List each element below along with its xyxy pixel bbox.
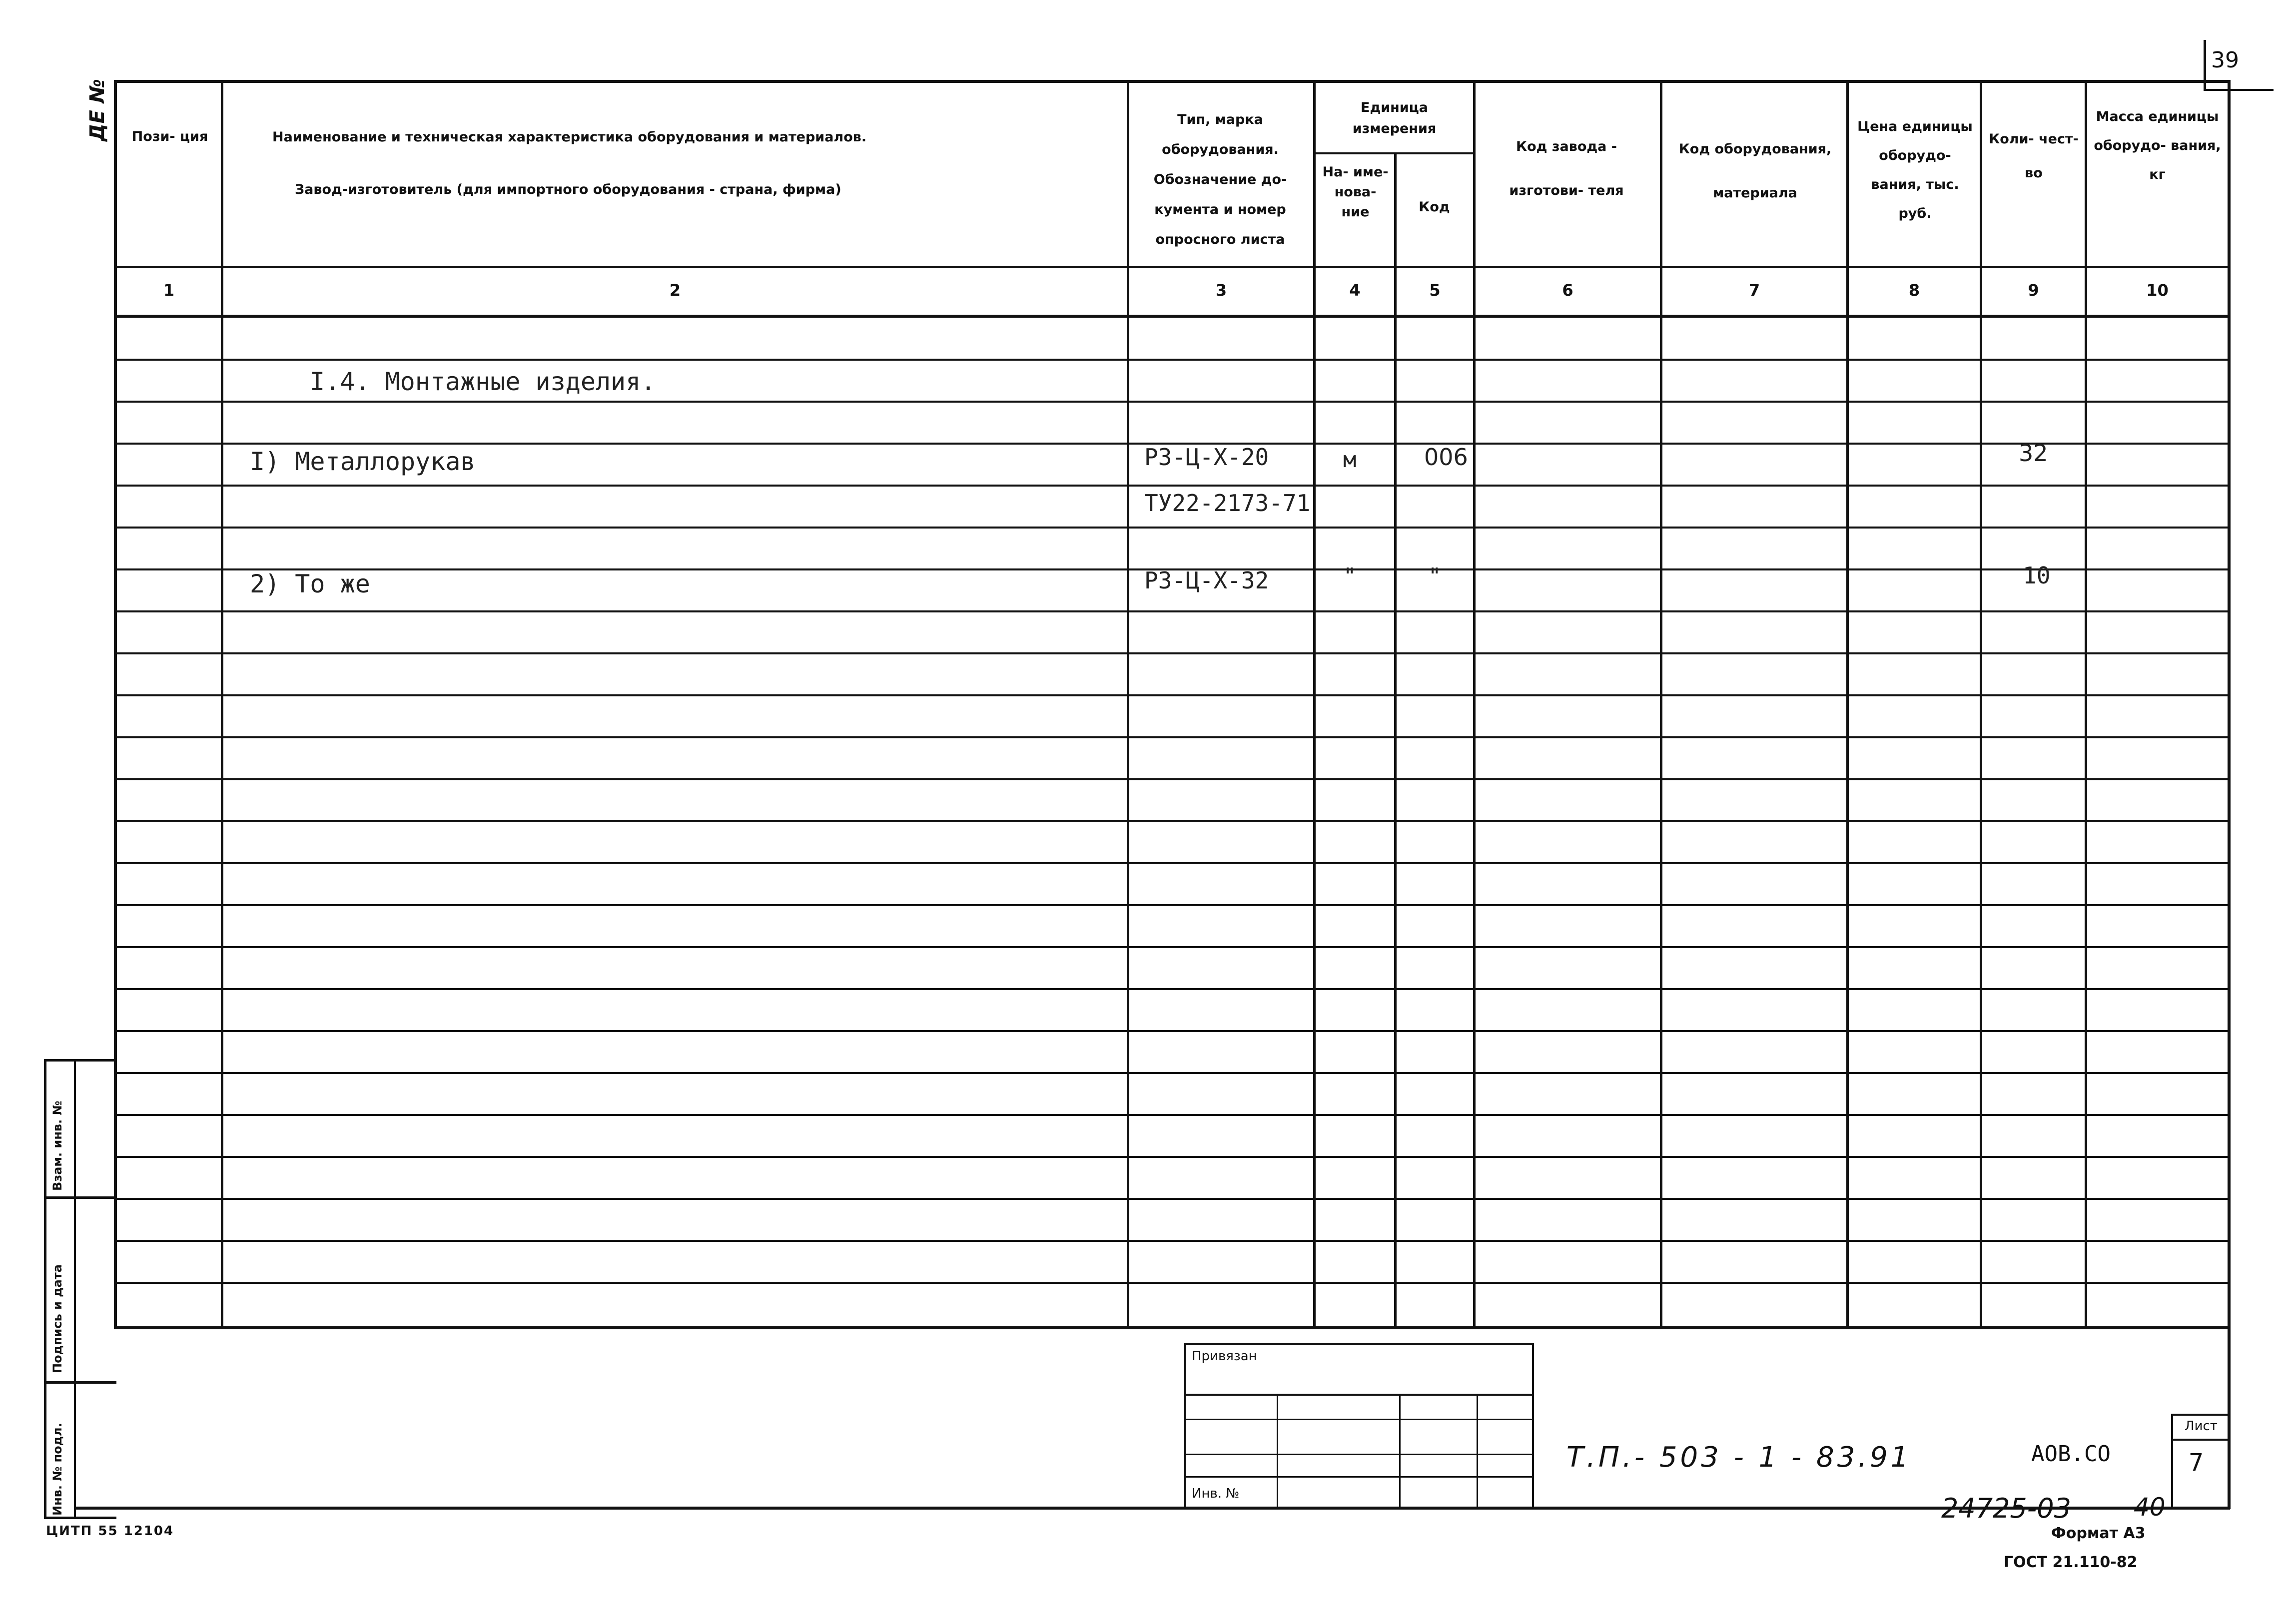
side-mark: ДЕ № bbox=[86, 79, 109, 141]
row-type: РЗ-Ц-Х-20 bbox=[1144, 444, 1269, 471]
side-label-inv: Инв. № подл. bbox=[50, 1423, 64, 1516]
page-number: 39 bbox=[2211, 47, 2239, 73]
side-label-vzam: Взам. инв. № bbox=[50, 1100, 64, 1191]
header-price: Цена единицы оборудо- вания, тыс. руб. bbox=[1857, 119, 1973, 221]
column-number: 3 bbox=[1215, 281, 1227, 300]
row-unit: " bbox=[1343, 563, 1357, 589]
column-number: 7 bbox=[1748, 281, 1760, 300]
header-name-line2: Завод-изготовитель (для импортного оборудования - страна, фирма) bbox=[295, 182, 841, 197]
side-label-podpis: Подпись и дата bbox=[50, 1264, 64, 1373]
header-unit-name: На- име- нова- ние bbox=[1322, 164, 1389, 220]
document-code: Т.П.- 503 - 1 - 83.91 bbox=[1566, 1441, 1912, 1474]
column-number: 9 bbox=[2028, 281, 2039, 300]
header-equipment-code: Код оборудования, материала bbox=[1678, 141, 1832, 201]
row-qty: 10 bbox=[2023, 562, 2051, 589]
format-label: Формат А3 bbox=[2051, 1525, 2146, 1542]
footer-left-code: ЦИТП 55 12104 bbox=[46, 1524, 174, 1539]
row-name: 2) То же bbox=[250, 569, 370, 598]
header-name-line1: Наименование и техническая характеристика оборудования и материалов. bbox=[272, 129, 867, 145]
header-quantity: Коли- чест- во bbox=[1989, 131, 2079, 181]
section-code: АОВ.СО bbox=[2031, 1441, 2111, 1467]
row-type: ТУ22-2173-71 bbox=[1144, 490, 1311, 517]
column-number: 5 bbox=[1429, 281, 1441, 300]
column-number: 10 bbox=[2146, 281, 2169, 300]
row-code: 006 bbox=[1424, 444, 1468, 471]
row-name: I) Металлорукав bbox=[250, 447, 476, 476]
sheet-number: 7 bbox=[2188, 1449, 2204, 1477]
sheet-label: Лист bbox=[2185, 1419, 2218, 1434]
header-unit-code: Код bbox=[1419, 199, 1450, 215]
header-plant-code: Код завода - изготови- теля bbox=[1509, 139, 1624, 198]
row-code: " bbox=[1428, 563, 1442, 589]
section-title: I.4. Монтажные изделия. bbox=[310, 367, 656, 396]
stamp-inv-no: Инв. № bbox=[1192, 1486, 1240, 1501]
row-qty: 32 bbox=[2019, 440, 2048, 467]
column-number: 1 bbox=[163, 281, 175, 300]
gost-label: ГОСТ 21.110-82 bbox=[2004, 1554, 2138, 1571]
order-page: 40 bbox=[2134, 1493, 2166, 1522]
row-type: РЗ-Ц-Х-32 bbox=[1144, 567, 1269, 594]
column-number: 8 bbox=[1908, 281, 1920, 300]
header-type: Тип, марка оборудования. Обозначение до- кумента и номер опросного листа bbox=[1153, 112, 1287, 247]
header-mass: Масса единицы оборудо- вания, кг bbox=[2094, 109, 2221, 182]
column-number: 4 bbox=[1349, 281, 1361, 300]
column-number: 2 bbox=[669, 281, 681, 300]
header-unit-group: Единица измерения bbox=[1352, 100, 1437, 136]
stamp-privyazan: Привязан bbox=[1192, 1349, 1257, 1364]
row-unit: м bbox=[1343, 447, 1357, 473]
column-number: 6 bbox=[1562, 281, 1573, 300]
order-number: 24725-03 bbox=[1941, 1493, 2071, 1524]
header-position: Пози- ция bbox=[131, 129, 208, 144]
